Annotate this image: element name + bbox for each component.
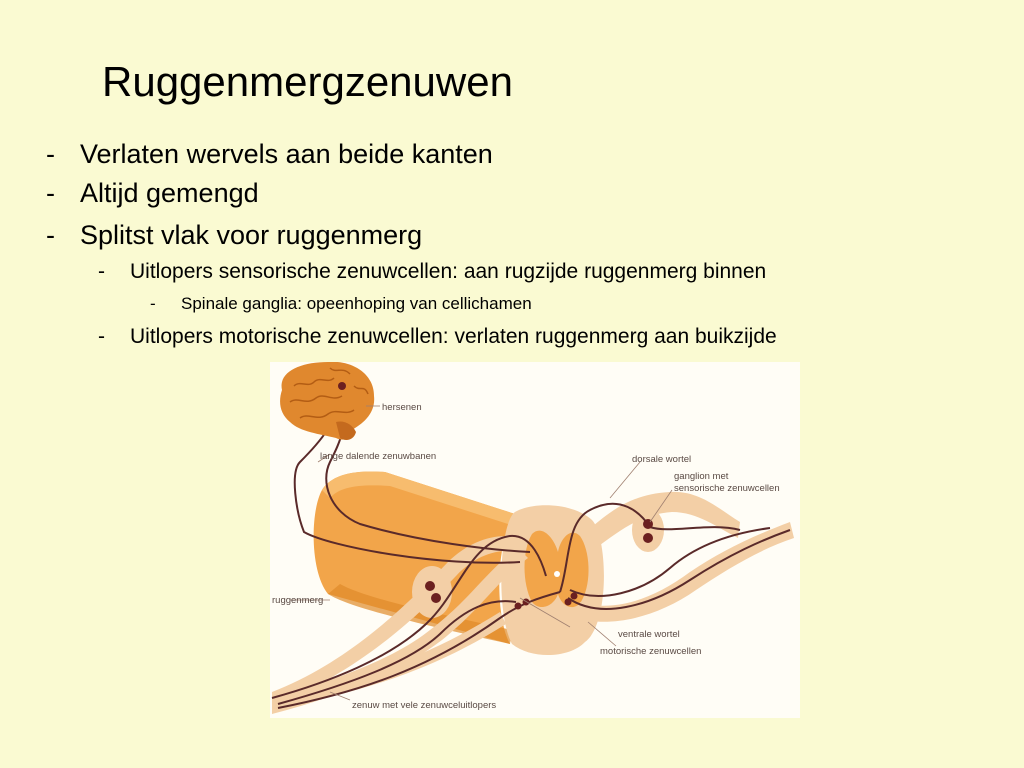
label-descending-tracts: lange dalende zenuwbanen xyxy=(320,451,437,462)
label-hersenen: hersenen xyxy=(382,402,422,413)
bullet-item xyxy=(46,218,422,252)
bullet-list xyxy=(0,0,1024,360)
bullet-text: Altijd gemengd xyxy=(80,178,259,208)
label-spinal-cord: ruggenmerg xyxy=(272,595,324,606)
label-dorsal-root: dorsale wortel xyxy=(632,454,692,465)
sub-bullet-item xyxy=(98,259,766,285)
label-ganglion-line1: ganglion met xyxy=(674,471,729,482)
bullet-marker: - xyxy=(46,139,55,169)
bullet-marker: - xyxy=(46,220,55,250)
label-ventral-root: ventrale wortel xyxy=(618,629,680,640)
label-nerve: zenuw met vele zenuwceluitlopers xyxy=(352,700,497,711)
sub-sub-bullet-item xyxy=(150,293,532,315)
bullet-marker: - xyxy=(150,294,156,313)
bullet-marker: - xyxy=(98,325,105,348)
spinal-nerve-illustration xyxy=(270,362,800,718)
bullet-text: Verlaten wervels aan beide kanten xyxy=(80,139,493,169)
sub-bullet-text: Uitlopers motorische zenuwcellen: verlaten ruggenmerg aan buikzijde xyxy=(130,325,777,348)
label-ganglion-line2: sensorische zenuwcellen xyxy=(674,483,780,494)
sub-bullet-item xyxy=(98,324,777,350)
bullet-marker: - xyxy=(46,178,55,208)
bullet-marker: - xyxy=(98,260,105,283)
bullet-item xyxy=(46,176,259,210)
slide-title: Ruggenmergzenuwen xyxy=(102,58,513,105)
spinal-nerve-diagram xyxy=(270,362,800,718)
sub-sub-bullet-text: Spinale ganglia: opeenhoping van cellichamen xyxy=(181,294,532,313)
brain xyxy=(280,362,374,440)
sub-bullet-text: Uitlopers sensorische zenuwcellen: aan rugzijde ruggenmerg binnen xyxy=(130,260,767,283)
bullet-text: Splitst vlak voor ruggenmerg xyxy=(80,220,423,250)
bullet-item xyxy=(46,137,493,171)
label-motor-cells: motorische zenuwcellen xyxy=(600,646,702,657)
